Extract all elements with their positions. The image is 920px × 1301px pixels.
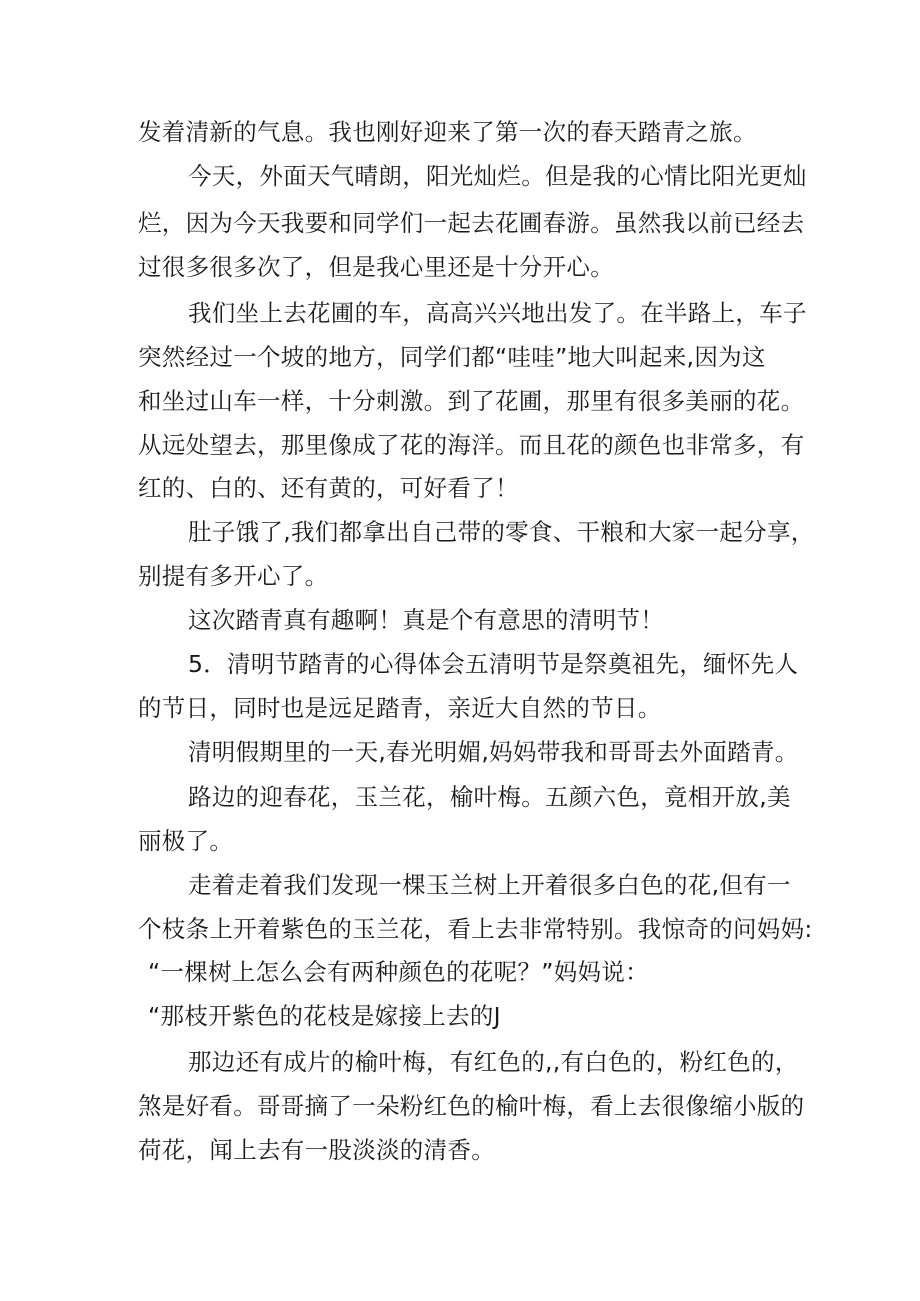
text-line: 今天，外面天气晴朗，阳光灿烂。但是我的心情比阳光更灿 — [188, 162, 807, 190]
text-line: 煞是好看。哥哥摘了一朵粉红色的榆叶梅，看上去很像缩小版的 — [138, 1092, 805, 1120]
text-line: 我们坐上去花圃的车，高高兴兴地出发了。在半路上，车子 — [188, 299, 807, 327]
section-heading-line: 5．清明节踏青的心得体会五清明节是祭奠祖先，缅怀先人 — [188, 650, 799, 678]
text-line: 突然经过一个坡的地方，同学们都“哇哇”地大叫起来,因为这 — [138, 343, 766, 371]
text-line: 红的、白的、还有黄的，可好看了！ — [138, 474, 519, 502]
text-line: “那枝开紫色的花枝是嫁接上去的J — [148, 1002, 501, 1030]
text-line: 烂，因为今天我要和同学们一起去花圃春游。虽然我以前已经去 — [138, 209, 805, 237]
text-line: 个枝条上开着紫色的玉兰花，看上去非常特别。我惊奇的问妈妈: — [138, 915, 813, 943]
text-line: 和坐过山车一样，十分刺激。到了花圃，那里有很多美丽的花。 — [138, 387, 805, 415]
text-line: 肚子饿了,我们都拿出自己带的零食、干粮和大家一起分享， — [188, 518, 815, 546]
text-line: 别提有多开心了。 — [138, 562, 329, 590]
text-line: 那边还有成片的榆叶梅，有红色的,,有白色的，粉红色的， — [188, 1048, 799, 1076]
text-line: 的节日，同时也是远足踏青，亲近大自然的节日。 — [138, 694, 662, 722]
text-line: 清明假期里的一天,春光明媚,妈妈带我和哥哥去外面踏青。 — [188, 738, 799, 766]
text-line: 丽极了。 — [138, 827, 234, 855]
text-line: 路边的迎春花，玉兰花，榆叶梅。五颜六色，竟相开放,美 — [188, 783, 791, 811]
text-line: 荷花，闻上去有一股淡淡的清香。 — [138, 1136, 495, 1164]
text-line: 发着清新的气息。我也刚好迎来了第一次的春天踏青之旅。 — [138, 118, 757, 146]
text-line: 这次踏青真有趣啊！真是个有意思的清明节！ — [188, 606, 664, 634]
text-line: 从远处望去，那里像成了花的海洋。而且花的颜色也非常多，有 — [138, 431, 805, 459]
text-line: 走着走着我们发现一棵玉兰树上开着很多白色的花,但有一 — [188, 871, 791, 899]
text-line: 过很多很多次了，但是我心里还是十分开心。 — [138, 253, 614, 281]
text-line: “一棵树上怎么会有两种颜色的花呢？”妈妈说： — [148, 958, 649, 986]
